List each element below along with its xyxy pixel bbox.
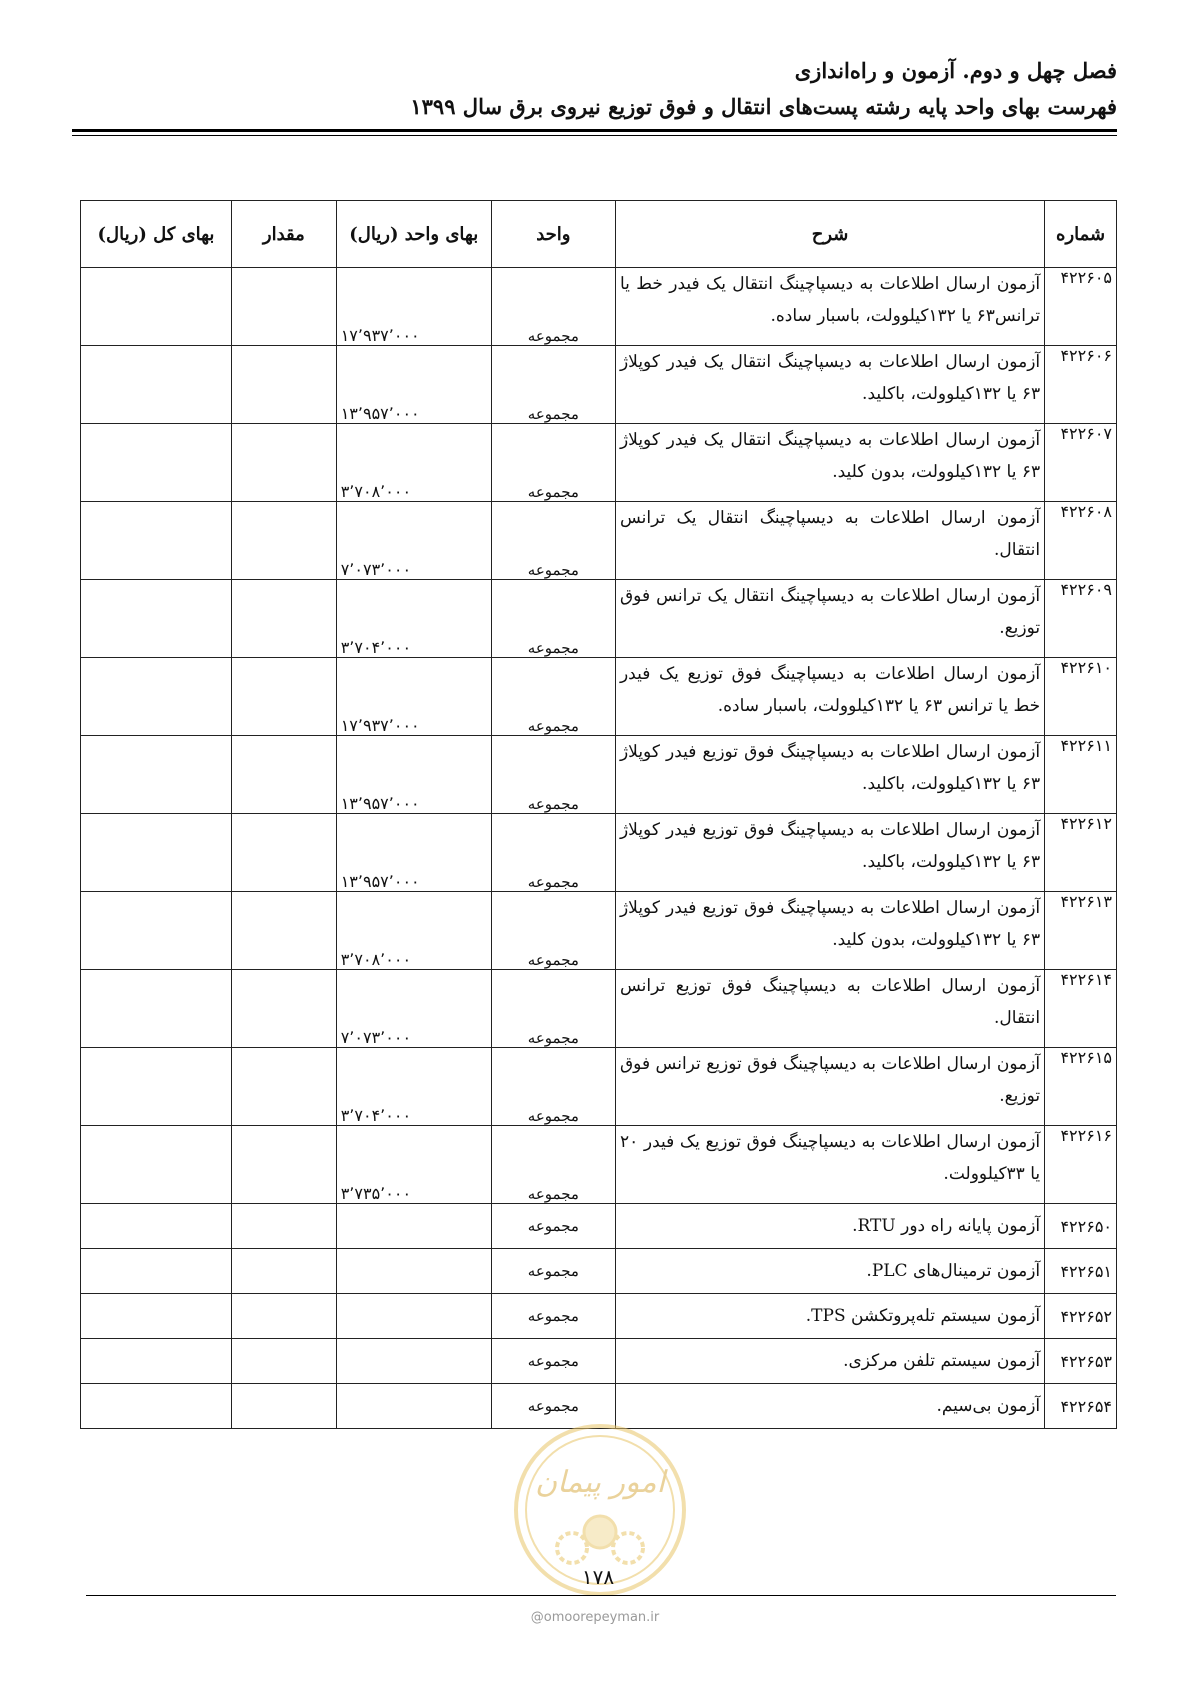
header-divider-thick	[72, 129, 1117, 132]
row-code: ۴۲۲۶۱۶	[1045, 1126, 1117, 1204]
table-row	[81, 1126, 1117, 1204]
row-quantity	[231, 736, 336, 814]
row-unit: مجموعه	[491, 1294, 615, 1339]
row-unit: مجموعه	[491, 892, 615, 970]
row-code: ۴۲۲۶۱۱	[1045, 736, 1117, 814]
row-unit-price: ۱۷٬۹۳۷٬۰۰۰	[336, 268, 491, 346]
header-quantity: مقدار	[231, 201, 336, 268]
row-unit-price	[336, 1204, 491, 1249]
table-row	[81, 1249, 1117, 1294]
table-row	[81, 1294, 1117, 1339]
row-unit: مجموعه	[491, 502, 615, 580]
header-unit: واحد	[491, 201, 615, 268]
row-quantity	[231, 892, 336, 970]
table-row	[81, 1339, 1117, 1384]
seal-inner-ring	[526, 1436, 674, 1584]
header-code: شماره	[1045, 201, 1117, 268]
row-total	[81, 1339, 232, 1384]
row-code: ۴۲۲۶۱۴	[1045, 970, 1117, 1048]
row-quantity	[231, 1294, 336, 1339]
row-quantity	[231, 346, 336, 424]
row-description: آزمون بی‌سیم.	[615, 1384, 1044, 1429]
seal-cog-icon	[613, 1533, 643, 1563]
row-unit-price: ۳٬۷۰۸٬۰۰۰	[336, 424, 491, 502]
row-unit-price: ۱۳٬۹۵۷٬۰۰۰	[336, 814, 491, 892]
row-code: ۴۲۲۶۰۶	[1045, 346, 1117, 424]
table-row	[81, 1204, 1117, 1249]
row-unit: مجموعه	[491, 580, 615, 658]
row-total	[81, 1384, 232, 1429]
table-row	[81, 892, 1117, 970]
row-description: آزمون ارسال اطلاعات به دیسپاچینگ انتقال یک ترانس فوق توزیع.	[615, 580, 1044, 658]
row-description: آزمون ارسال اطلاعات به دیسپاچینگ انتقال یک فیدر کوپلاژ ۶۳ یا ۱۳۲کیلوولت، بدون کلید.	[615, 424, 1044, 502]
row-unit: مجموعه	[491, 1126, 615, 1204]
row-unit-price: ۳٬۷۰۴٬۰۰۰	[336, 1048, 491, 1126]
row-quantity	[231, 1126, 336, 1204]
row-unit-price	[336, 1294, 491, 1339]
row-description: آزمون سیستم تله‌پروتکشن TPS.	[615, 1294, 1044, 1339]
row-description: آزمون ارسال اطلاعات به دیسپاچینگ فوق توزیع فیدر کوپلاژ ۶۳ یا ۱۳۲کیلوولت، باکلید.	[615, 814, 1044, 892]
row-quantity	[231, 1249, 336, 1294]
seal-gear-icon	[557, 1533, 587, 1563]
seal-text: امور پیمان	[535, 1465, 665, 1500]
row-code: ۴۲۲۶۵۳	[1045, 1339, 1117, 1384]
header-total: بهای کل (ریال)	[81, 201, 232, 268]
row-unit: مجموعه	[491, 814, 615, 892]
row-code: ۴۲۲۶۱۲	[1045, 814, 1117, 892]
row-unit: مجموعه	[491, 1048, 615, 1126]
row-unit: مجموعه	[491, 736, 615, 814]
table-row	[81, 502, 1117, 580]
document-subtitle: فهرست بهای واحد پایه رشته پست‌های انتقال و فوق توزیع نیروی برق سال ۱۳۹۹	[410, 94, 1117, 119]
page-number: ۱۷۸	[581, 1565, 615, 1589]
table-row	[81, 1048, 1117, 1126]
row-description: آزمون ارسال اطلاعات به دیسپاچینگ فوق توزیع یک فیدر خط یا ترانس ۶۳ یا ۱۳۲کیلوولت، باسبار ساده.	[615, 658, 1044, 736]
header-divider-thin	[72, 135, 1117, 136]
row-quantity	[231, 814, 336, 892]
row-quantity	[231, 1204, 336, 1249]
row-quantity	[231, 970, 336, 1048]
row-total	[81, 814, 232, 892]
row-total	[81, 346, 232, 424]
row-quantity	[231, 424, 336, 502]
row-total	[81, 1294, 232, 1339]
row-unit: مجموعه	[491, 424, 615, 502]
row-quantity	[231, 580, 336, 658]
row-code: ۴۲۲۶۵۴	[1045, 1384, 1117, 1429]
row-description: آزمون سیستم تلفن مرکزی.	[615, 1339, 1044, 1384]
row-unit-price: ۱۳٬۹۵۷٬۰۰۰	[336, 346, 491, 424]
row-code: ۴۲۲۶۵۲	[1045, 1294, 1117, 1339]
page-header	[72, 56, 1117, 122]
chapter-title: فصل چهل و دوم. آزمون و راه‌اندازی	[794, 58, 1117, 83]
row-unit-price	[336, 1339, 491, 1384]
row-total	[81, 892, 232, 970]
row-unit: مجموعه	[491, 268, 615, 346]
watermark-site: @omoorepeyman.ir	[530, 1610, 660, 1625]
row-description: آزمون ارسال اطلاعات به دیسپاچینگ انتقال یک ترانس انتقال.	[615, 502, 1044, 580]
row-total	[81, 1249, 232, 1294]
row-total	[81, 1126, 232, 1204]
row-total	[81, 1204, 232, 1249]
row-total	[81, 658, 232, 736]
row-unit: مجموعه	[491, 1249, 615, 1294]
table-row	[81, 580, 1117, 658]
row-unit-price	[336, 1249, 491, 1294]
seal-person-icon	[584, 1516, 616, 1548]
row-quantity	[231, 1384, 336, 1429]
row-unit: مجموعه	[491, 970, 615, 1048]
row-description: آزمون ارسال اطلاعات به دیسپاچینگ فوق توزیع ترانس فوق توزیع.	[615, 1048, 1044, 1126]
row-unit: مجموعه	[491, 1204, 615, 1249]
table-row	[81, 658, 1117, 736]
row-description: آزمون ترمینال‌های PLC.	[615, 1249, 1044, 1294]
table-row	[81, 268, 1117, 346]
table-row	[81, 424, 1117, 502]
row-unit: مجموعه	[491, 1339, 615, 1384]
table-row	[81, 346, 1117, 424]
row-total	[81, 268, 232, 346]
row-description: آزمون ارسال اطلاعات به دیسپاچینگ فوق توزیع یک فیدر ۲۰ یا ۳۳کیلوولت.	[615, 1126, 1044, 1204]
row-description: آزمون پایانه راه دور RTU.	[615, 1204, 1044, 1249]
row-description: آزمون ارسال اطلاعات به دیسپاچینگ فوق توزیع فیدر کوپلاژ ۶۳ یا ۱۳۲کیلوولت، باکلید.	[615, 736, 1044, 814]
row-code: ۴۲۲۶۰۹	[1045, 580, 1117, 658]
row-total	[81, 502, 232, 580]
row-description: آزمون ارسال اطلاعات به دیسپاچینگ انتقال یک فیدر کوپلاژ ۶۳ یا ۱۳۲کیلوولت، باکلید.	[615, 346, 1044, 424]
row-total	[81, 1048, 232, 1126]
row-unit-price	[336, 1384, 491, 1429]
row-code: ۴۲۲۶۵۰	[1045, 1204, 1117, 1249]
row-code: ۴۲۲۶۰۸	[1045, 502, 1117, 580]
table-row	[81, 814, 1117, 892]
row-unit-price: ۷٬۰۷۳٬۰۰۰	[336, 970, 491, 1048]
table-header	[81, 201, 1117, 268]
row-total	[81, 736, 232, 814]
row-total	[81, 580, 232, 658]
row-unit-price: ۳٬۷۳۵٬۰۰۰	[336, 1126, 491, 1204]
row-quantity	[231, 1339, 336, 1384]
row-code: ۴۲۲۶۰۷	[1045, 424, 1117, 502]
row-quantity	[231, 502, 336, 580]
row-unit: مجموعه	[491, 658, 615, 736]
row-description: آزمون ارسال اطلاعات به دیسپاچینگ فوق توزیع فیدر کوپلاژ ۶۳ یا ۱۳۲کیلوولت، بدون کلید.	[615, 892, 1044, 970]
row-quantity	[231, 268, 336, 346]
row-unit: مجموعه	[491, 346, 615, 424]
row-quantity	[231, 1048, 336, 1126]
row-description: آزمون ارسال اطلاعات به دیسپاچینگ فوق توزیع ترانس انتقال.	[615, 970, 1044, 1048]
row-code: ۴۲۲۶۵۱	[1045, 1249, 1117, 1294]
row-code: ۴۲۲۶۱۰	[1045, 658, 1117, 736]
table-row	[81, 736, 1117, 814]
row-code: ۴۲۲۶۱۳	[1045, 892, 1117, 970]
header-unit-price: بهای واحد (ریال)	[336, 201, 491, 268]
table-body	[81, 268, 1117, 1429]
row-code: ۴۲۲۶۰۵	[1045, 268, 1117, 346]
row-description: آزمون ارسال اطلاعات به دیسپاچینگ انتقال یک فیدر خط یا ترانس۶۳ یا ۱۳۲کیلوولت، باسبار ساده.	[615, 268, 1044, 346]
row-unit-price: ۳٬۷۰۸٬۰۰۰	[336, 892, 491, 970]
row-quantity	[231, 658, 336, 736]
row-unit-price: ۳٬۷۰۴٬۰۰۰	[336, 580, 491, 658]
price-list-table	[80, 200, 1117, 1429]
header-description: شرح	[615, 201, 1044, 268]
row-code: ۴۲۲۶۱۵	[1045, 1048, 1117, 1126]
table-row	[81, 970, 1117, 1048]
row-unit: مجموعه	[491, 1384, 615, 1429]
row-unit-price: ۱۳٬۹۵۷٬۰۰۰	[336, 736, 491, 814]
row-unit-price: ۱۷٬۹۳۷٬۰۰۰	[336, 658, 491, 736]
footer-divider	[86, 1595, 1116, 1596]
row-total	[81, 970, 232, 1048]
row-total	[81, 424, 232, 502]
row-unit-price: ۷٬۰۷۳٬۰۰۰	[336, 502, 491, 580]
